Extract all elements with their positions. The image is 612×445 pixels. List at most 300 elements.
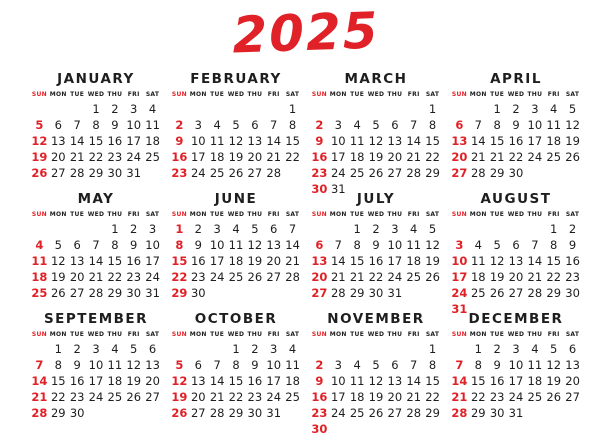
day-header-mon: MON (49, 91, 67, 98)
empty-cell (450, 341, 469, 357)
date-cell: 29 (470, 406, 486, 420)
date-cell: 28 (69, 166, 85, 180)
day-header-thu: THU (387, 331, 403, 338)
date-cell: 3 (455, 238, 464, 252)
empty-cell (525, 165, 544, 181)
date-cell: 13 (266, 238, 282, 252)
date-cell: 5 (35, 118, 44, 132)
date-cell: 25 (228, 270, 244, 284)
date-cell: 5 (428, 222, 437, 236)
day-header-mon: MON (189, 91, 207, 98)
date-cell: 6 (315, 238, 324, 252)
date-cell: 23 (190, 270, 206, 284)
day-header-thu: THU (387, 91, 403, 98)
date-cell: 28 (406, 166, 422, 180)
date-cell: 25 (145, 150, 160, 164)
date-cell: 4 (148, 102, 157, 116)
date-cell: 16 (368, 254, 384, 268)
date-cell: 27 (387, 166, 403, 180)
date-cell: 22 (107, 270, 123, 284)
date-cell: 27 (247, 166, 263, 180)
empty-cell (208, 101, 227, 117)
date-cell: 1 (493, 102, 501, 116)
date-cell: 13 (145, 358, 160, 372)
date-cell: 10 (330, 134, 346, 148)
date-cell: 22 (285, 150, 300, 164)
day-header-sat: SAT (145, 211, 160, 218)
date-cell: 1 (288, 102, 297, 116)
day-header-row (170, 329, 302, 340)
empty-cell (310, 101, 329, 117)
empty-cell (310, 341, 329, 357)
date-cell: 25 (527, 390, 543, 404)
date-cell: 7 (455, 358, 464, 372)
date-cell: 6 (568, 342, 577, 356)
date-cell: 23 (565, 270, 580, 284)
empty-cell (450, 101, 469, 117)
day-header-mon: MON (49, 211, 67, 218)
day-header-tue: TUE (350, 331, 365, 338)
date-cell: 19 (425, 254, 440, 268)
date-cell: 1 (353, 222, 361, 236)
date-cell: 28 (451, 406, 468, 420)
date-cell: 26 (368, 406, 384, 420)
date-cell: 29 (50, 406, 66, 420)
date-cell: 28 (470, 166, 486, 180)
empty-cell (245, 285, 264, 301)
day-header-sun: SUN (31, 211, 47, 218)
empty-cell (49, 221, 68, 237)
date-cell: 15 (470, 374, 486, 388)
date-cell: 12 (368, 374, 384, 388)
day-header-sun: SUN (31, 91, 47, 98)
date-cell: 4 (550, 102, 558, 116)
date-cell: 21 (31, 390, 48, 404)
day-header-sun: SUN (311, 331, 327, 338)
date-cell: 20 (451, 150, 468, 164)
empty-cell (404, 421, 423, 437)
empty-cell (68, 101, 87, 117)
date-cell: 8 (428, 118, 437, 132)
date-cell: 8 (428, 358, 437, 372)
day-header-mon: MON (329, 331, 347, 338)
date-cell: 26 (368, 166, 384, 180)
day-header-mon: MON (49, 331, 67, 338)
date-cell: 11 (406, 238, 422, 252)
date-cell: 21 (527, 270, 543, 284)
date-cell: 17 (209, 254, 225, 268)
empty-cell (124, 405, 143, 421)
date-cell: 14 (285, 238, 300, 252)
date-cell: 20 (266, 254, 282, 268)
date-cell: 27 (565, 390, 580, 404)
date-cell: 13 (451, 134, 468, 148)
month-october (170, 310, 302, 430)
empty-cell (105, 405, 124, 421)
day-header-tue: TUE (210, 331, 225, 338)
date-cell: 18 (209, 150, 225, 164)
date-cell: 11 (470, 254, 486, 268)
empty-cell (348, 101, 367, 117)
date-cell: 6 (512, 238, 520, 252)
empty-cell (367, 101, 386, 117)
date-cell: 16 (69, 374, 85, 388)
date-cell: 17 (145, 254, 160, 268)
date-cell: 22 (88, 150, 104, 164)
day-header-wed: WED (507, 91, 525, 98)
date-cell: 24 (266, 390, 282, 404)
date-cell: 4 (410, 222, 418, 236)
date-cell: 2 (493, 342, 501, 356)
date-cell: 22 (228, 390, 244, 404)
day-header-row (310, 89, 442, 100)
date-cell: 20 (69, 270, 85, 284)
date-cell: 22 (508, 150, 524, 164)
date-cell: 18 (145, 134, 160, 148)
day-header-thu: THU (247, 211, 263, 218)
date-cell: 3 (194, 118, 202, 132)
date-cell: 11 (31, 254, 48, 268)
date-cell: 29 (88, 166, 104, 180)
date-cell: 8 (232, 358, 240, 372)
date-cell: 18 (406, 254, 422, 268)
date-cell: 19 (171, 390, 188, 404)
date-cell: 11 (145, 118, 160, 132)
date-cell: 12 (126, 358, 142, 372)
date-cell: 27 (69, 286, 85, 300)
month-june (170, 190, 302, 310)
date-cell: 9 (493, 358, 501, 372)
date-cell: 13 (50, 134, 66, 148)
date-cell: 14 (69, 134, 85, 148)
empty-cell (68, 221, 87, 237)
empty-cell (404, 101, 423, 117)
empty-cell (423, 421, 442, 437)
date-cell: 10 (145, 238, 160, 252)
date-cell: 14 (209, 374, 225, 388)
date-cell: 12 (565, 118, 580, 132)
date-cell: 20 (311, 270, 328, 284)
date-cell: 27 (50, 166, 66, 180)
day-header-sun: SUN (31, 331, 47, 338)
empty-cell (30, 101, 49, 117)
date-cell: 2 (512, 102, 520, 116)
date-cell: 24 (88, 390, 104, 404)
date-cell: 7 (410, 358, 418, 372)
day-header-wed: WED (367, 331, 385, 338)
date-cell: 22 (368, 270, 384, 284)
month-december (450, 310, 582, 430)
date-cell: 8 (92, 118, 100, 132)
date-cell: 8 (353, 238, 361, 252)
date-cell: 25 (546, 150, 562, 164)
date-cell: 7 (270, 118, 278, 132)
empty-cell (208, 341, 227, 357)
date-cell: 15 (285, 134, 300, 148)
day-header-row (450, 89, 582, 100)
date-cell: 21 (470, 150, 486, 164)
day-header-row (170, 89, 302, 100)
day-header-sat: SAT (145, 91, 160, 98)
date-cell: 23 (126, 270, 142, 284)
date-cell: 12 (425, 238, 440, 252)
empty-cell (189, 101, 208, 117)
day-header-sun: SUN (311, 91, 327, 98)
date-cell: 8 (111, 238, 119, 252)
date-cell: 12 (247, 238, 263, 252)
year-title: 2025 (231, 1, 381, 65)
date-cell: 30 (69, 406, 85, 420)
date-cell: 2 (130, 222, 138, 236)
date-cell: 19 (368, 390, 384, 404)
date-cell: 2 (251, 342, 259, 356)
date-cell: 21 (266, 150, 282, 164)
date-cell: 4 (531, 342, 539, 356)
day-header-sun: SUN (451, 331, 467, 338)
date-cell: 25 (209, 166, 225, 180)
date-cell: 31 (145, 286, 160, 300)
date-cell: 6 (54, 118, 62, 132)
date-cell: 2 (175, 118, 184, 132)
empty-cell (264, 101, 283, 117)
date-cell: 12 (171, 374, 188, 388)
date-cell: 8 (288, 118, 297, 132)
date-cell: 21 (69, 150, 85, 164)
date-cell: 16 (508, 134, 524, 148)
date-cell: 31 (266, 406, 282, 420)
date-cell: 10 (330, 374, 346, 388)
day-header-wed: WED (367, 211, 385, 218)
day-header-sat: SAT (425, 91, 440, 98)
empty-cell (264, 285, 283, 301)
date-cell: 24 (330, 406, 346, 420)
date-cell: 10 (209, 238, 225, 252)
empty-cell (385, 421, 404, 437)
day-header-thu: THU (107, 331, 123, 338)
weeks-grid (170, 221, 302, 301)
date-cell: 17 (330, 390, 346, 404)
date-cell: 30 (489, 406, 505, 420)
day-header-sat: SAT (565, 211, 580, 218)
date-cell: 5 (54, 238, 62, 252)
date-cell: 24 (330, 166, 346, 180)
month-title: NOVEMBER (327, 311, 425, 327)
day-header-fri: FRI (127, 331, 140, 338)
date-cell: 13 (387, 134, 403, 148)
day-header-tue: TUE (350, 91, 365, 98)
date-cell: 27 (145, 390, 160, 404)
date-cell: 25 (406, 270, 422, 284)
date-cell: 15 (489, 134, 505, 148)
day-header-sat: SAT (285, 91, 300, 98)
day-header-fri: FRI (127, 91, 140, 98)
date-cell: 10 (126, 118, 142, 132)
empty-cell (348, 421, 367, 437)
date-cell: 19 (247, 254, 263, 268)
date-cell: 19 (546, 374, 562, 388)
date-cell: 26 (489, 286, 505, 300)
empty-cell (283, 405, 302, 421)
empty-cell (385, 101, 404, 117)
date-cell: 11 (546, 118, 562, 132)
day-header-tue: TUE (350, 211, 365, 218)
date-cell: 13 (247, 134, 263, 148)
date-cell: 20 (387, 390, 403, 404)
date-cell: 10 (527, 118, 543, 132)
date-cell: 7 (73, 118, 81, 132)
date-cell: 2 (73, 342, 81, 356)
day-header-sat: SAT (425, 331, 440, 338)
date-cell: 17 (330, 150, 346, 164)
date-cell: 5 (568, 102, 577, 116)
empty-cell (385, 341, 404, 357)
date-cell: 7 (334, 238, 342, 252)
date-cell: 16 (171, 150, 188, 164)
date-cell: 4 (353, 118, 361, 132)
month-title: MARCH (344, 71, 408, 87)
date-cell: 7 (474, 118, 482, 132)
month-march (310, 70, 442, 196)
date-cell: 31 (126, 166, 142, 180)
date-cell: 9 (315, 134, 324, 148)
date-cell: 7 (531, 238, 539, 252)
date-cell: 7 (35, 358, 44, 372)
weeks-grid (450, 221, 582, 317)
date-cell: 16 (311, 390, 328, 404)
date-cell: 18 (349, 150, 365, 164)
empty-cell (329, 101, 348, 117)
date-cell: 3 (148, 222, 157, 236)
month-title: OCTOBER (194, 311, 278, 327)
date-cell: 2 (111, 102, 119, 116)
day-header-sun: SUN (311, 211, 327, 218)
date-cell: 26 (50, 286, 66, 300)
day-header-row (30, 89, 162, 100)
date-cell: 23 (489, 390, 505, 404)
empty-cell (143, 405, 162, 421)
date-cell: 10 (387, 238, 403, 252)
date-cell: 6 (391, 358, 399, 372)
day-header-sat: SAT (285, 211, 300, 218)
date-cell: 3 (130, 102, 138, 116)
date-cell: 27 (266, 270, 282, 284)
month-title: DECEMBER (468, 311, 564, 327)
date-cell: 30 (126, 286, 142, 300)
date-cell: 15 (425, 134, 440, 148)
date-cell: 19 (565, 134, 580, 148)
day-header-wed: WED (227, 331, 245, 338)
weeks-grid (310, 101, 442, 197)
day-header-sun: SUN (171, 331, 187, 338)
date-cell: 27 (387, 406, 403, 420)
date-cell: 13 (387, 374, 403, 388)
date-cell: 18 (107, 374, 123, 388)
day-header-sat: SAT (425, 211, 440, 218)
date-cell: 15 (425, 374, 440, 388)
empty-cell (87, 405, 106, 421)
date-cell: 19 (489, 270, 505, 284)
date-cell: 6 (73, 238, 81, 252)
date-cell: 14 (88, 254, 104, 268)
date-cell: 15 (50, 374, 66, 388)
date-cell: 9 (130, 238, 138, 252)
day-header-sat: SAT (565, 331, 580, 338)
weeks-grid (30, 221, 162, 301)
date-cell: 6 (391, 118, 399, 132)
day-header-tue: TUE (70, 91, 85, 98)
date-cell: 31 (451, 302, 468, 316)
empty-cell (367, 341, 386, 357)
date-cell: 18 (31, 270, 48, 284)
date-cell: 8 (474, 358, 482, 372)
date-cell: 24 (145, 270, 160, 284)
date-cell: 29 (228, 406, 244, 420)
date-cell: 24 (209, 270, 225, 284)
date-cell: 13 (69, 254, 85, 268)
day-header-tue: TUE (210, 211, 225, 218)
empty-cell (170, 101, 189, 117)
date-cell: 14 (527, 254, 543, 268)
day-header-thu: THU (247, 331, 263, 338)
date-cell: 26 (126, 390, 142, 404)
empty-cell (170, 341, 189, 357)
day-header-tue: TUE (70, 331, 85, 338)
day-header-sat: SAT (285, 331, 300, 338)
date-cell: 9 (251, 358, 259, 372)
date-cell: 21 (209, 390, 225, 404)
date-cell: 15 (228, 374, 244, 388)
day-header-thu: THU (527, 211, 543, 218)
empty-cell (310, 221, 329, 237)
day-header-wed: WED (87, 91, 105, 98)
month-august (450, 190, 582, 316)
date-cell: 1 (550, 222, 558, 236)
date-cell: 3 (334, 358, 342, 372)
date-cell: 29 (107, 286, 123, 300)
date-cell: 20 (247, 150, 263, 164)
date-cell: 4 (35, 238, 44, 252)
day-header-mon: MON (469, 211, 487, 218)
date-cell: 5 (175, 358, 184, 372)
date-cell: 30 (190, 286, 206, 300)
date-cell: 17 (190, 150, 206, 164)
month-april (450, 70, 582, 190)
empty-cell (245, 101, 264, 117)
date-cell: 13 (311, 254, 328, 268)
empty-cell (544, 165, 563, 181)
month-may (30, 190, 162, 310)
date-cell: 5 (251, 222, 259, 236)
date-cell: 30 (247, 406, 263, 420)
date-cell: 28 (527, 286, 543, 300)
empty-cell (469, 101, 488, 117)
date-cell: 24 (190, 166, 206, 180)
date-cell: 14 (406, 374, 422, 388)
date-cell: 22 (546, 270, 562, 284)
month-july (310, 190, 442, 310)
date-cell: 11 (349, 134, 365, 148)
date-cell: 29 (349, 286, 365, 300)
date-cell: 8 (54, 358, 62, 372)
date-cell: 1 (474, 342, 482, 356)
date-cell: 21 (349, 270, 365, 284)
day-header-mon: MON (189, 331, 207, 338)
day-header-fri: FRI (267, 331, 280, 338)
day-header-wed: WED (507, 211, 525, 218)
day-header-mon: MON (189, 211, 207, 218)
date-cell: 23 (311, 166, 328, 180)
date-cell: 21 (88, 270, 104, 284)
